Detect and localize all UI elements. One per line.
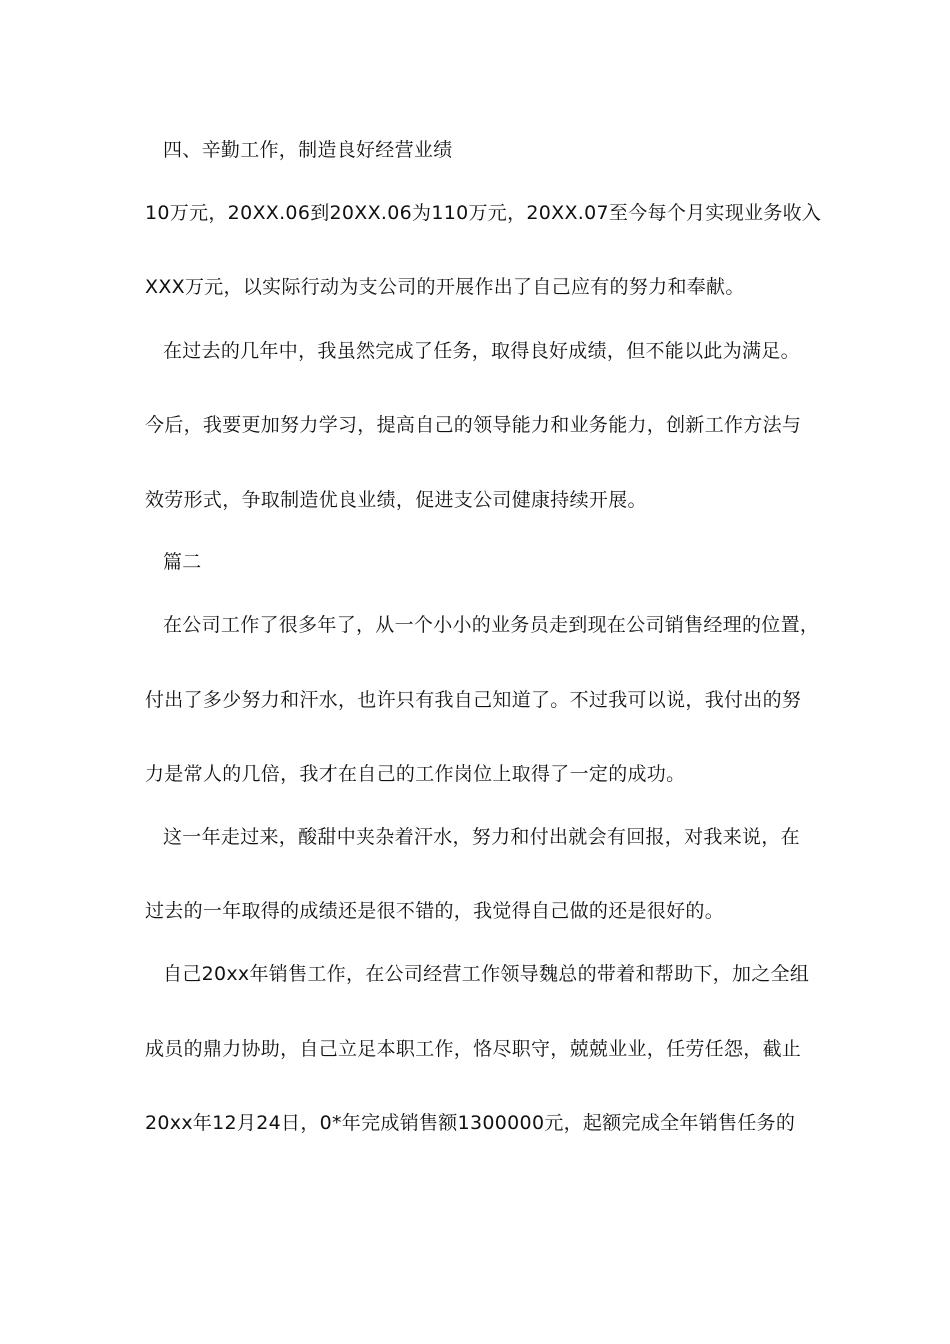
section-heading: 四、辛勤工作，制造良好经营业绩 (163, 139, 453, 161)
text-line: XXX万元，以实际行动为支公司的开展作出了自己应有的努力和奉献。 (145, 276, 745, 298)
paragraph-start: 这一年走过来，酸甜中夹杂着汗水，努力和付出就会有回报，对我来说，在 (163, 826, 800, 848)
paragraph-start: 在公司工作了很多年了，从一个小小的业务员走到现在公司销售经理的位置， (163, 614, 820, 636)
text-line: 付出了多少努力和汗水，也许只有我自己知道了。不过我可以说，我付出的努 (145, 689, 802, 711)
text-line: 20xx年12月24日，0*年完成销售额1300000元，起额完成全年销售任务的 (145, 1112, 796, 1134)
text-line: 过去的一年取得的成绩还是很不错的，我觉得自己做的还是很好的。 (145, 900, 725, 922)
text-line: 力是常人的几倍，我才在自己的工作岗位上取得了一定的成功。 (145, 763, 686, 785)
text-line: 10万元，20XX.06到20XX.06为110万元，20XX.07至今每个月实现业务收入 (145, 202, 822, 224)
text-line: 今后，我要更加努力学习，提高自己的领导能力和业务能力，创新工作方法与 (145, 414, 802, 436)
paragraph-start: 自己20xx年销售工作，在公司经营工作领导魏总的带着和帮助下，加之全组 (163, 963, 810, 985)
text-line: 成员的鼎力协助，自己立足本职工作，恪尽职守，兢兢业业，任劳任怨，截止 (145, 1038, 802, 1060)
paragraph-start: 在过去的几年中，我虽然完成了任务，取得良好成绩，但不能以此为满足。 (163, 340, 800, 362)
section-heading: 篇二 (163, 551, 202, 573)
text-line: 效劳形式，争取制造优良业绩，促进支公司健康持续开展。 (145, 489, 647, 511)
